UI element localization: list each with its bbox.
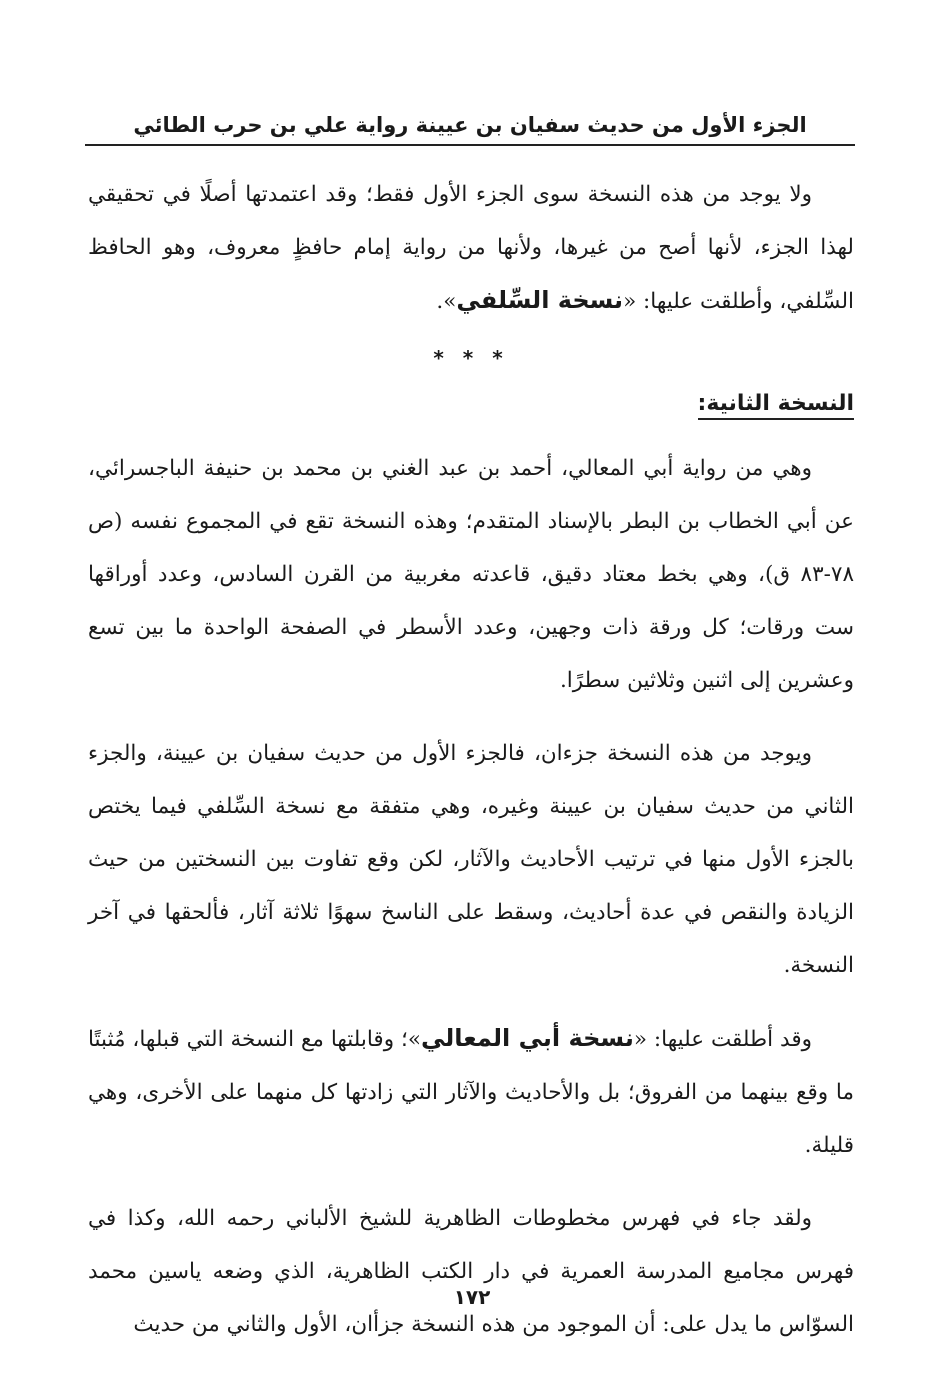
- paragraph-3: ويوجد من هذه النسخة جزءان، فالجزء الأول من حديث سفيان بن عيينة، والجزء الثاني من حديث سفيان بن عيينة وغيره، وهي متفقة مع نسخة السِّلفي فيما يختص بالجزء الأول منها في ترتيب الأحاديث والآثار، لكن وقع تفاوت بين النسختين من حيث الزيادة والنقص في عدة أحاديث، وسقط على الناسخ سهوًا ثلاثة آثار، فألحقها في آخر النسخة.: [88, 741, 854, 978]
- paragraph-2: وهي من رواية أبي المعالي، أحمد بن عبد الغني بن محمد بن حنيفة الباجسرائي، عن أبي الخطاب بن البطر بالإسناد المتقدم؛ وهذه النسخة تقع في المجموع نفسه (ص ٧٨-٨٣ ق)، وهي بخط معتاد دقيق، قاعدته مغربية من القرن السادس، وعدد أوراقها ست ورقات؛ كل ورقة ذات وجهين، وعدد الأسطر في الصفحة الواحدة ما بين تسع وعشرين إلى اثنين وثلاثين سطرًا.: [88, 456, 854, 693]
- running-header: الجزء الأول من حديث سفيان بن عيينة رواية علي بن حرب الطائي: [85, 110, 855, 146]
- paragraph-4-text: »؛ وقابلتها مع النسخة التي قبلها، مُثبتًا ما وقع بينهما من الفروق؛ بل والأحاديث والآثار التي زادتها كل منهما على الأخرى، وهي قليلة.: [88, 1027, 854, 1158]
- paragraph-4: [88, 1012, 854, 1172]
- paragraph-1-end: ».: [436, 289, 457, 314]
- page-body: [88, 168, 854, 1371]
- page-number: ١٧٢: [453, 1285, 491, 1309]
- paragraph-4-start: وقد أطلقت عليها: «: [633, 1027, 812, 1052]
- section-separator: * * *: [433, 346, 509, 370]
- emphasis-silafi-copy: نسخة السِّلفي: [456, 286, 624, 314]
- section-heading-text: النسخة الثانية:: [698, 391, 854, 420]
- emphasis-abi-almaali-copy: نسخة أبي المعالي: [421, 1024, 634, 1052]
- paragraph-1-text: ولا يوجد من هذه النسخة سوى الجزء الأول فقط؛ وقد اعتمدتها أصلًا في تحقيقي لهذا الجزء، لأنها أصح من غيرها، ولأنها من رواية إمام حافظٍ معروف، وهو الحافظ السِّلفي، وأطلقت عليها: «: [88, 182, 854, 314]
- paragraph-5: ولقد جاء في فهرس مخطوطات الظاهرية للشيخ الألباني رحمه الله، وكذا في فهرس مجاميع المدرسة العمرية في دار الكتب الظاهرية، الذي وضعه ياسين محمد السوّاس ما يدل على: أن الموجود من هذه النسخة جزأان، الأول والثاني من حديث: [88, 1206, 854, 1337]
- section-heading: [88, 384, 854, 424]
- paragraph-1: [88, 168, 854, 328]
